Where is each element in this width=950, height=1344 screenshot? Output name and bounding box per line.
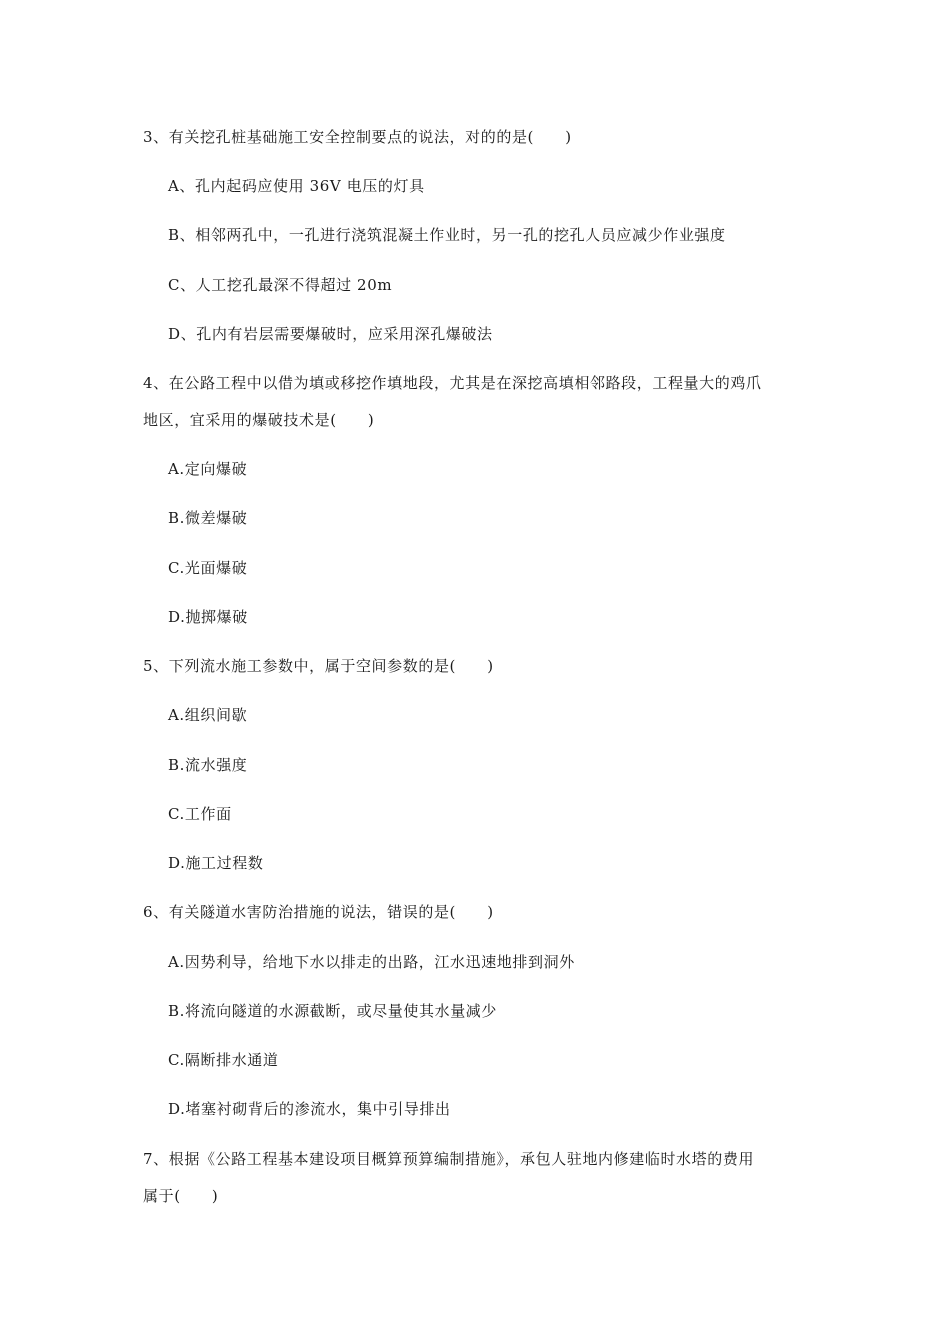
question-6-option-d: D.堵塞衬砌背后的渗流水，集中引导排出 (168, 1100, 451, 1118)
question-5-option-a: A.组织间歇 (168, 706, 248, 724)
question-5-option-c: C.工作面 (168, 805, 232, 823)
question-6-stem: 6、有关隧道水害防治措施的说法，错误的是( ) (143, 903, 494, 921)
question-7-stem-line1: 7、根据《公路工程基本建设项目概算预算编制措施》，承包人驻地内修建临时水塔的费用 (143, 1150, 755, 1168)
question-4-option-d: D.抛掷爆破 (168, 608, 248, 626)
question-4-option-c: C.光面爆破 (168, 559, 248, 577)
question-6-option-b: B.将流向隧道的水源截断，或尽量使其水量减少 (168, 1002, 497, 1020)
question-4-option-a: A.定向爆破 (168, 460, 248, 478)
question-7-stem-line2: 属于( ) (143, 1187, 219, 1205)
question-5-stem: 5、下列流水施工参数中，属于空间参数的是( ) (143, 657, 494, 675)
question-6-option-c: C.隔断排水通道 (168, 1051, 279, 1069)
question-3-stem: 3、有关挖孔桩基础施工安全控制要点的说法，对的的是( ) (143, 128, 572, 146)
question-3-option-b: B、相邻两孔中，一孔进行浇筑混凝土作业时，另一孔的挖孔人员应减少作业强度 (168, 226, 726, 244)
question-4-stem-line2: 地区，宜采用的爆破技术是( ) (143, 411, 375, 429)
question-3-option-a: A、孔内起码应使用 36V 电压的灯具 (168, 177, 425, 195)
question-4-stem-line1: 4、在公路工程中以借为填或移挖作填地段，尤其是在深挖高填相邻路段，工程量大的鸡爪 (143, 374, 762, 392)
question-5-option-d: D.施工过程数 (168, 854, 264, 872)
question-5-option-b: B.流水强度 (168, 756, 248, 774)
question-3-option-c: C、人工挖孔最深不得超过 20m (168, 276, 393, 294)
question-3-option-d: D、孔内有岩层需要爆破时，应采用深孔爆破法 (168, 325, 493, 343)
question-4-option-b: B.微差爆破 (168, 509, 248, 527)
question-6-option-a: A.因势利导，给地下水以排走的出路，江水迅速地排到洞外 (168, 953, 575, 971)
